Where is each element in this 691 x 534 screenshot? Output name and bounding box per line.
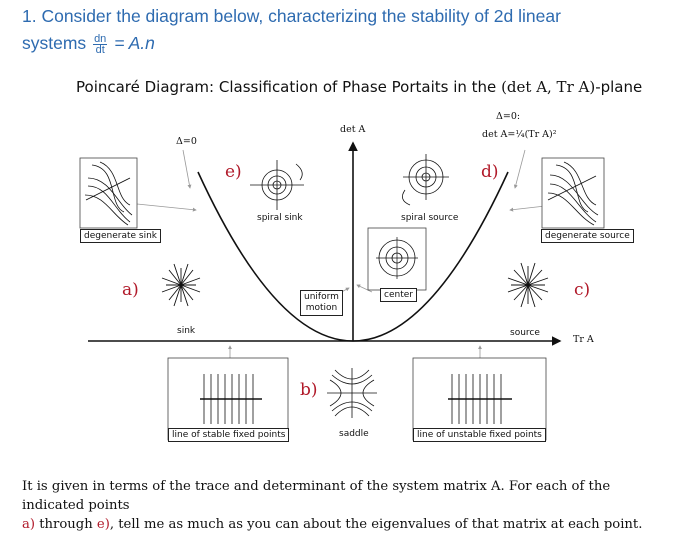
stable-line-label: line of stable fixed points: [168, 428, 289, 442]
center-label: center: [380, 288, 417, 302]
pointer-arrow: [515, 150, 525, 188]
figure-title-prefix: Poincaré Diagram: Classification of Phase Portaits in the: [76, 78, 497, 96]
pointer-arrow: [183, 150, 190, 188]
systems-word: systems: [22, 33, 87, 53]
figure-title-math: (det A, Tr A): [501, 78, 596, 96]
point-b-label: b): [300, 380, 318, 400]
question-text: 1. Consider the diagram below, characterizing the stability of 2d linear: [22, 6, 561, 26]
sink-portrait: [162, 264, 200, 306]
tr-axis-label: Tr A: [573, 334, 594, 345]
degenerate-source-portrait: [542, 158, 604, 228]
det-axis-label: det A: [340, 124, 366, 135]
spiral-source-portrait: [402, 154, 449, 205]
point-a-label: a): [122, 280, 139, 300]
source-portrait: [508, 263, 548, 307]
saddle-label: saddle: [339, 429, 369, 439]
spiral-sink-portrait: [250, 160, 304, 210]
equation-text: = A.n: [114, 33, 155, 53]
fraction-denominator: dt: [95, 43, 105, 56]
footer-line-1: It is given in terms of the trace and determinant of the system matrix A. For each of the indicated points: [22, 479, 611, 513]
degenerate-source-label: degenerate source: [541, 229, 634, 243]
uniform-motion-line-2: motion: [305, 303, 338, 313]
point-c-label: c): [574, 280, 591, 300]
spiral-sink-label: spiral sink: [257, 213, 303, 223]
saddle-portrait: [327, 368, 377, 418]
delta-zero-right: Δ=0:: [496, 111, 521, 122]
unstable-line-label: line of unstable fixed points: [413, 428, 546, 442]
det-formula: det A=¼(Tr A)²: [482, 129, 557, 140]
footer-point-a: a): [22, 517, 36, 532]
point-d-label: d): [481, 162, 499, 182]
degenerate-sink-portrait: [80, 158, 137, 228]
question-footer: [22, 477, 672, 534]
sink-label: sink: [177, 326, 196, 336]
source-label: source: [510, 328, 540, 338]
figure-title-suffix: -plane: [595, 78, 643, 96]
footer-point-e: e): [96, 517, 110, 532]
spiral-source-label: spiral source: [401, 213, 459, 223]
center-portrait: [368, 228, 426, 290]
fraction-numerator: dn: [94, 32, 107, 45]
footer-line-2: , tell me as much as you can about the eigenvalues of that matrix at each point.: [109, 517, 643, 532]
delta-zero-left: Δ=0: [176, 136, 197, 147]
degenerate-sink-label: degenerate sink: [80, 229, 161, 243]
point-e-label: e): [225, 162, 242, 182]
footer-through: through: [39, 517, 93, 532]
uniform-motion-line-1: uniform: [304, 292, 339, 302]
pointer-arrow: [137, 204, 196, 210]
uniform-motion-label: [300, 290, 343, 316]
